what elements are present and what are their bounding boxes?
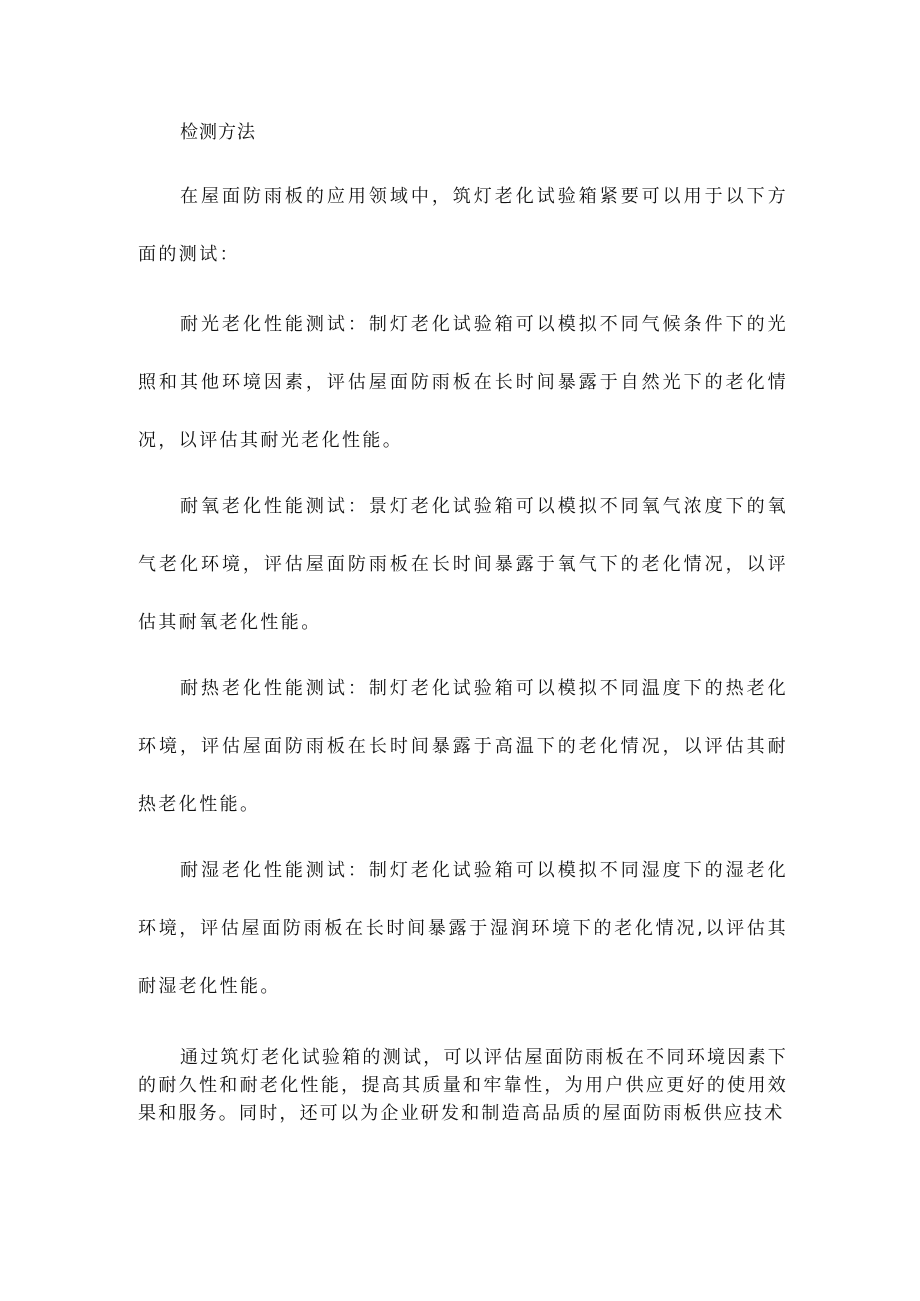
- intro-paragraph: 在屋面防雨板的应用领域中，筑灯老化试验箱紧要可以用于以下方面的测试：: [138, 186, 788, 265]
- conclusion-paragraph: 通过筑灯老化试验箱的测试，可以评估屋面防雨板在不同环境因素下的耐久性和耐老化性能，提高其质量和牢靠性，为用户供应更好的使用效果和服务。同时，还可以为企业研发和制造高品质的屋面防雨板供应技术: [138, 1047, 788, 1124]
- heat-aging-paragraph: 耐热老化性能测试：制灯老化试验箱可以模拟不同温度下的热老化环境，评估屋面防雨板在长时间暴露于高温下的老化情况，以评估其耐热老化性能。: [138, 678, 788, 815]
- oxygen-aging-paragraph: 耐氧老化性能测试：景灯老化试验箱可以模拟不同氧气浓度下的氧气老化环境，评估屋面防雨板在长时间暴露于氧气下的老化情况，以评估其耐氧老化性能。: [138, 496, 788, 633]
- humidity-aging-paragraph: 耐湿老化性能测试：制灯老化试验箱可以模拟不同湿度下的湿老化环境，评估屋面防雨板在长时间暴露于湿润环境下的老化情况,以评估其耐湿老化性能。: [138, 860, 788, 997]
- light-aging-paragraph: 耐光老化性能测试：制灯老化试验箱可以模拟不同气候条件下的光照和其他环境因素，评估屋面防雨板在长时间暴露于自然光下的老化情况，以评估其耐光老化性能。: [138, 314, 788, 451]
- section-heading: 检测方法: [180, 122, 256, 143]
